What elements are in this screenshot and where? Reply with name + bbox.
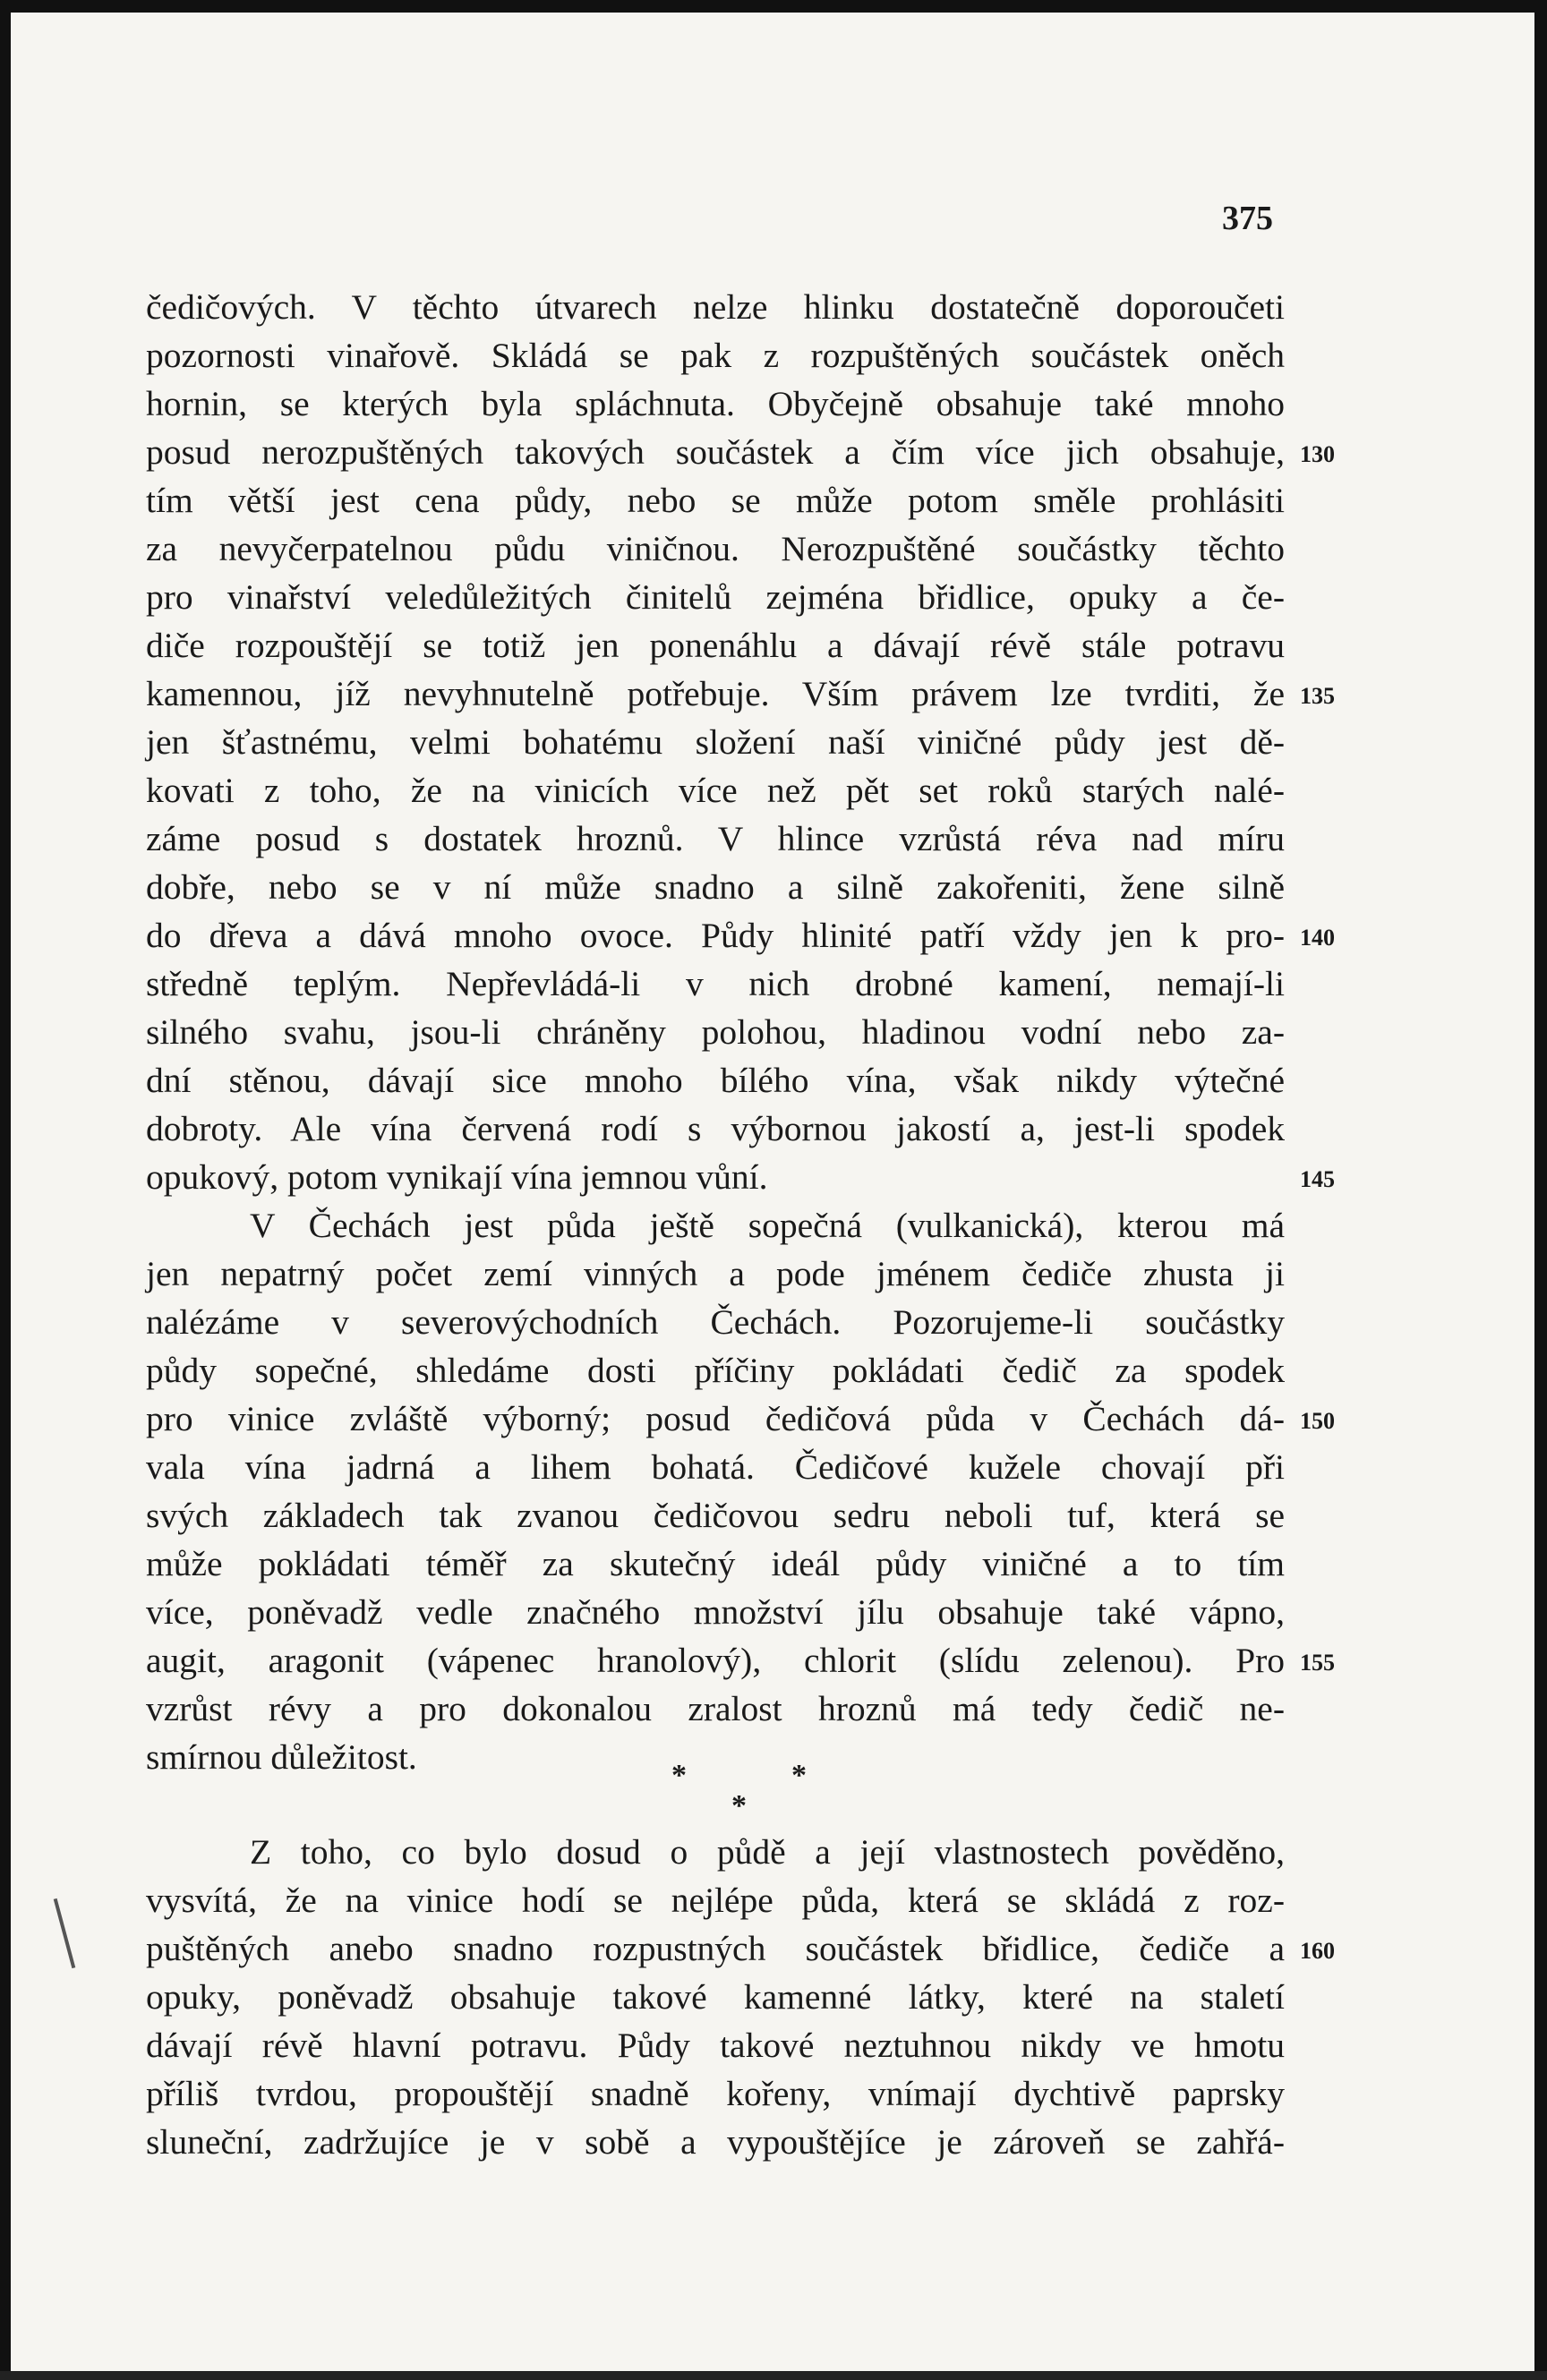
section-separator [671,1759,850,1830]
text-line: za nevyčerpatelnou půdu viničnou. Nerozpuštěné součástky těchto [146,529,1285,568]
text-line: dní stěnou, dávají sice mnoho bílého vína, však nikdy výtečné [146,1061,1285,1100]
text-line: čedičových. V těchto útvarech nelze hlinku dostatečně doporoučeti [146,287,1285,327]
text-line: hornin, se kterých byla spláchnuta. Obyčejně obsahuje také mnoho [146,384,1285,423]
text-line: diče rozpouštějí se totiž jen ponenáhlu a dávají révě stále potravu [146,626,1285,665]
text-line: vzrůst révy a pro dokonalou zralost hroznů má tedy čedič ne- [146,1689,1285,1728]
text-line: jen šťastnému, velmi bohatému složení naší viničné půdy jest dě- [146,722,1285,762]
text-line: sluneční, zadržujíce je v sobě a vypouštějíce je zároveň se zahřá- [146,2122,1285,2162]
line-number: 135 [1300,683,1335,709]
text-line: opukový, potom vynikají vína jemnou vůní. [146,1157,768,1197]
line-number: 160 [1300,1938,1335,1964]
text-line: vala vína jadrná a lihem bohatá. Čedičové kužele chovají při [146,1447,1285,1487]
scan-border-top [0,0,1547,13]
text-line: vysvítá, že na vinice hodí se nejlépe půda, která se skládá z roz- [146,1881,1285,1920]
line-number: 140 [1300,925,1335,951]
text-line: dávají révě hlavní potravu. Půdy takové neztuhnou nikdy ve hmotu [146,2026,1285,2065]
text-line: Z toho, co bylo dosud o půdě a její vlastnostech pověděno, [250,1832,1285,1872]
text-line: augit, aragonit (vápenec hranolový), chlorit (slídu zelenou). Pro [146,1641,1285,1680]
scan-border-right [1534,0,1547,2380]
asterisk: * [671,1759,687,1792]
text-line: kamennou, jíž nevyhnutelně potřebuje. Vším právem lze tvrditi, že [146,674,1285,713]
text-line: jen nepatrný počet zemí vinných a pode jménem čediče zhusta ji [146,1254,1285,1293]
text-line: dobře, nebo se v ní může snadno a silně zakořeniti, žene silně [146,867,1285,907]
line-number: 130 [1300,441,1335,467]
text-line: půdy sopečné, shledáme dosti příčiny pokládati čedič za spodek [146,1351,1285,1390]
text-line: svých základech tak zvanou čedičovou sedru neboli tuf, která se [146,1496,1285,1535]
line-number: 150 [1300,1408,1335,1434]
asterisk: * [791,1759,807,1792]
text-line: pozornosti vinařově. Skládá se pak z rozpuštěných součástek oněch [146,336,1285,375]
text-line: V Čechách jest půda ještě sopečná (vulkanická), kterou má [250,1206,1285,1245]
text-line: smírnou důležitost. [146,1737,417,1777]
line-number: 155 [1300,1650,1335,1676]
text-line: záme posud s dostatek hroznů. V hlince vzrůstá réva nad míru [146,819,1285,858]
text-line: tím větší jest cena půdy, nebo se může potom směle prohlásiti [146,481,1285,520]
text-line: středně teplým. Nepřevládá-li v nich drobné kamení, nemají-li [146,964,1285,1003]
text-line: silného svahu, jsou-li chráněny polohou, hladinou vodní nebo za- [146,1012,1285,1052]
text-line: může pokládati téměř za skutečný ideál půdy viničné a to tím [146,1544,1285,1583]
text-line: kovati z toho, že na vinicích více než pět set roků starých nalé- [146,771,1285,810]
scan-border-bottom [0,2371,1547,2380]
line-number: 145 [1300,1166,1335,1192]
text-line: více, poněvadž vedle značného množství jílu obsahuje také vápno, [146,1592,1285,1632]
text-line: dobroty. Ale vína červená rodí s výbornou jakostí a, jest-li spodek [146,1109,1285,1148]
scan-mark [54,1898,76,1968]
text-line: opuky, poněvadž obsahuje takové kamenné látky, které na staletí [146,1977,1285,2017]
text-line: puštěných anebo snadno rozpustných součástek břidlice, čediče a [146,1929,1285,1968]
scan-border-left [0,0,11,2380]
text-line: do dřeva a dává mnoho ovoce. Půdy hlinité patří vždy jen k pro- [146,916,1285,955]
text-line: pro vinice zvláště výborný; posud čedičová půda v Čechách dá- [146,1399,1285,1438]
page-number: 375 [1222,200,1273,237]
text-line: nalézáme v severovýchodních Čechách. Pozorujeme-li součástky [146,1302,1285,1342]
text-line: příliš tvrdou, propouštějí snadně kořeny, vnímají dychtivě paprsky [146,2074,1285,2113]
text-line: pro vinařství veledůležitých činitelů zejména břidlice, opuky a če- [146,577,1285,617]
text-line: posud nerozpuštěných takových součástek a čím více jich obsahuje, [146,432,1285,472]
asterisk: * [731,1789,747,1822]
